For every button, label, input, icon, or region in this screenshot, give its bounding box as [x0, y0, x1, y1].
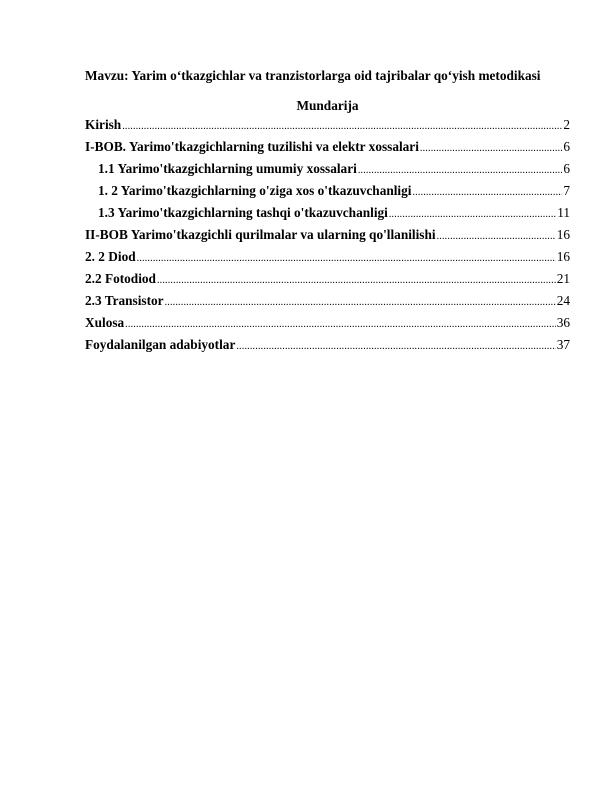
toc-page-number: 2: [563, 117, 570, 132]
toc-entry[interactable]: [85, 337, 570, 359]
toc-entry[interactable]: [85, 315, 570, 337]
toc-heading: Mundarija: [296, 98, 359, 113]
toc-entry-label: I-BOB. Yarimo'tkazgichlarning tuzilishi va elektr xossalari: [85, 139, 419, 154]
toc-dot-leader: [389, 207, 556, 223]
toc-entry-label: 2.3 Transistor: [85, 293, 164, 308]
toc-entry-label: Xulosa: [85, 315, 125, 330]
toc-dot-leader: [236, 339, 555, 355]
toc-entry-label: Kirish: [85, 117, 122, 132]
toc-dot-leader: [125, 317, 556, 333]
toc-entry-label: 1. 2 Yarimo'tkazgichlarning o'ziga xos o'tkazuvchanligi: [98, 183, 412, 198]
toc-page-number: 24: [556, 293, 570, 308]
toc-dot-leader: [358, 163, 563, 179]
toc-dot-leader: [437, 229, 556, 245]
toc-dot-leader: [165, 295, 556, 311]
toc-entry[interactable]: [85, 205, 570, 227]
document-title: Mavzu: Yarim o‘tkazgichlar va tranzistorlarga oid tajribalar qo‘yish metodikasi: [85, 68, 541, 83]
toc-entry[interactable]: [85, 271, 570, 293]
toc-entry-label: II-BOB Yarimo'tkazgichli qurilmalar va ularning qo'llanilishi: [85, 227, 436, 242]
toc-dot-leader: [122, 119, 562, 135]
toc-page-number: 37: [556, 337, 570, 352]
toc-dot-leader: [157, 273, 556, 289]
toc-entry[interactable]: [85, 183, 570, 205]
toc-entry[interactable]: [85, 161, 570, 183]
table-of-contents: [85, 117, 570, 359]
toc-page-number: 21: [556, 271, 570, 286]
toc-entry[interactable]: [85, 139, 570, 161]
toc-entry-label: 2.2 Fotodiod: [85, 271, 156, 286]
toc-page-number: 36: [556, 315, 570, 330]
toc-dot-leader: [412, 185, 562, 201]
toc-dot-leader: [420, 141, 562, 157]
toc-entry[interactable]: [85, 249, 570, 271]
toc-entry[interactable]: [85, 117, 570, 139]
toc-entry[interactable]: [85, 227, 570, 249]
toc-entry-label: Foydalanilgan adabiyotlar: [85, 337, 236, 352]
toc-page-number: 16: [556, 227, 570, 242]
toc-dot-leader: [137, 251, 556, 267]
toc-page-number: 6: [563, 139, 570, 154]
toc-entry-label: 1.1 Yarimo'tkazgichlarning umumiy xossalari: [98, 161, 357, 176]
toc-page-number: 11: [557, 205, 570, 220]
toc-page-number: 6: [563, 161, 570, 176]
toc-entry[interactable]: [85, 293, 570, 315]
toc-page-number: 7: [563, 183, 570, 198]
toc-entry-label: 2. 2 Diod: [85, 249, 136, 264]
toc-page-number: 16: [556, 249, 570, 264]
toc-entry-label: 1.3 Yarimo'tkazgichlarning tashqi o'tkazuvchanligi: [98, 205, 388, 220]
